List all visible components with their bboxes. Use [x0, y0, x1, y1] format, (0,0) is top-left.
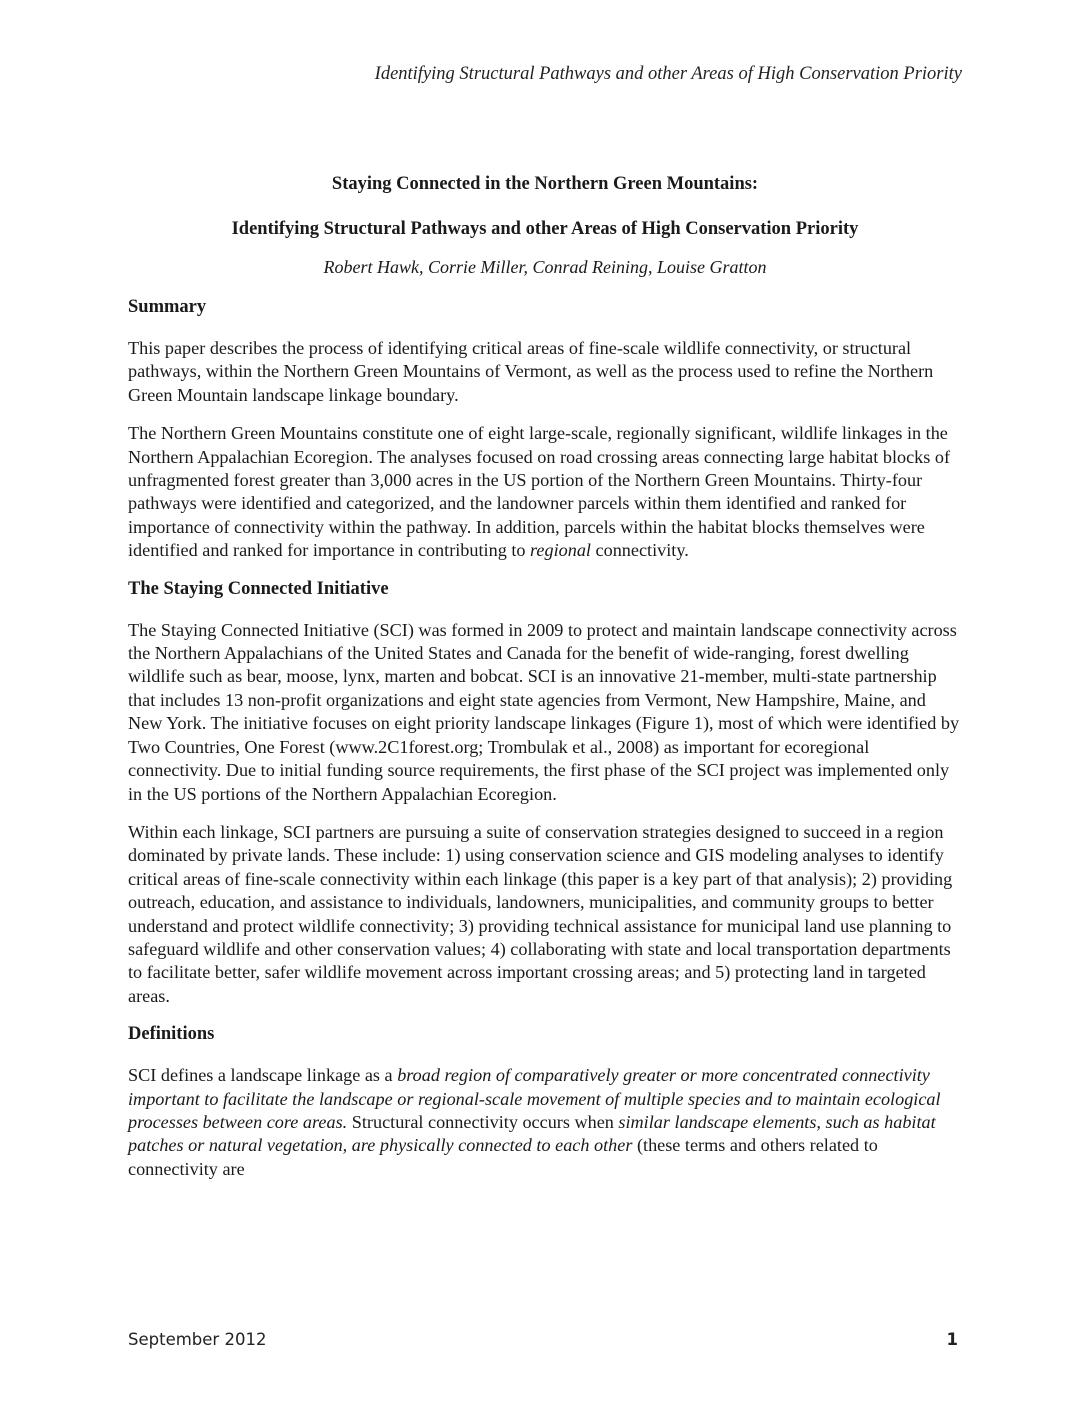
summary-p2-text-before: The Northern Green Mountains constitute one of eight large-scale, regionally significant, wildlife linkages in the Northern Appalachian Ecoregion. The analyses focused on road crossing areas connecting large habitat blocks of unfragmented forest greater than 3,000 acres in the US portion of the Northern Green Mountains. Thirty-four pathways were identified and categorized, and the landowner parcels within them identified and ranked for importance of connectivity within the pathway. In addition, parcels within the habitat blocks themselves were identified and ranked for importance in contributing to: [128, 423, 951, 561]
summary-p2-text-after: connectivity.: [591, 540, 689, 561]
summary-paragraph-1: This paper describes the process of identifying critical areas of fine-scale wildlife connectivity, or structural pathways, within the Northern Green Mountains of Vermont, as well as the process used to refine the Northern Green Mountain landscape linkage boundary.: [128, 338, 934, 405]
definitions-text-a: SCI defines a landscape linkage as a: [128, 1065, 398, 1086]
summary-paragraph-2: [128, 422, 962, 562]
title-line-2: Identifying Structural Pathways and other Areas of High Conservation Priority: [231, 219, 859, 239]
initiative-heading: The Staying Connected Initiative: [128, 578, 389, 599]
initiative-paragraph-2: Within each linkage, SCI partners are pursuing a suite of conservation strategies designed to succeed in a region dominated by private lands. These include: 1) using conservation science and GIS modeling analyses to identify critical areas of fine-scale connectivity within each linkage (this paper is a key part of that analysis); 2) providing outreach, education, and assistance to individuals, landowners, municipalities, and community groups to better understand and protect wildlife connectivity; 3) providing technical assistance for municipal land use planning to safeguard wildlife and other conservation values; 4) collaborating with state and local transportation departments to facilitate better, safer wildlife movement across important crossing areas; and 5) protecting land in targeted areas.: [128, 821, 953, 1006]
author-list: Robert Hawk, Corrie Miller, Conrad Reining, Louise Gratton: [323, 257, 767, 277]
definitions-text-b: Structural connectivity occurs when: [347, 1111, 619, 1132]
definitions-text-c: (these terms and others related to connectivity are: [128, 1135, 878, 1179]
definitions-paragraph-1: [128, 1064, 962, 1181]
title-line-1: Staying Connected in the Northern Green Mountains:: [331, 174, 759, 194]
main-content: [128, 172, 962, 1181]
summary-heading: Summary: [128, 297, 207, 317]
definitions-emphasis-2: similar landscape elements, such as habitat patches or natural vegetation, are physically connected to each other: [128, 1111, 936, 1156]
initiative-paragraph-1: The Staying Connected Initiative (SCI) was formed in 2009 to protect and maintain landscape connectivity across the Northern Appalachians of the United States and Canada for the benefit of wide-ranging, forest dwelling wildlife such as bear, moose, lynx, marten and bobcat. SCI is an innovative 21-member, multi-state partnership that includes 13 non-profit organizations and eight state agencies from Vermont, New Hampshire, Maine, and New York. The initiative focuses on eight priority landscape linkages (Figure 1), most of which were identified by Two Countries, One Forest (www.2C1forest.org; Trombulak et al., 2008) as important for ecoregional connectivity. Due to initial funding source requirements, the first phase of the SCI project was implemented only in the US portions of the Northern Appalachian Ecoregion.: [128, 619, 960, 804]
footer-date: September 2012: [128, 1330, 267, 1349]
definitions-heading: Definitions: [128, 1024, 215, 1045]
page-number: 1: [946, 1330, 958, 1349]
definitions-emphasis-1: broad region of comparatively greater or more concentrated connectivity important to facilitate the landscape or regional-scale movement of multiple species and to maintain ecological processes between core areas.: [128, 1065, 941, 1132]
running-header: Identifying Structural Pathways and other Areas of High Conservation Priority: [374, 64, 962, 84]
summary-p2-emphasis: regional: [530, 540, 591, 561]
